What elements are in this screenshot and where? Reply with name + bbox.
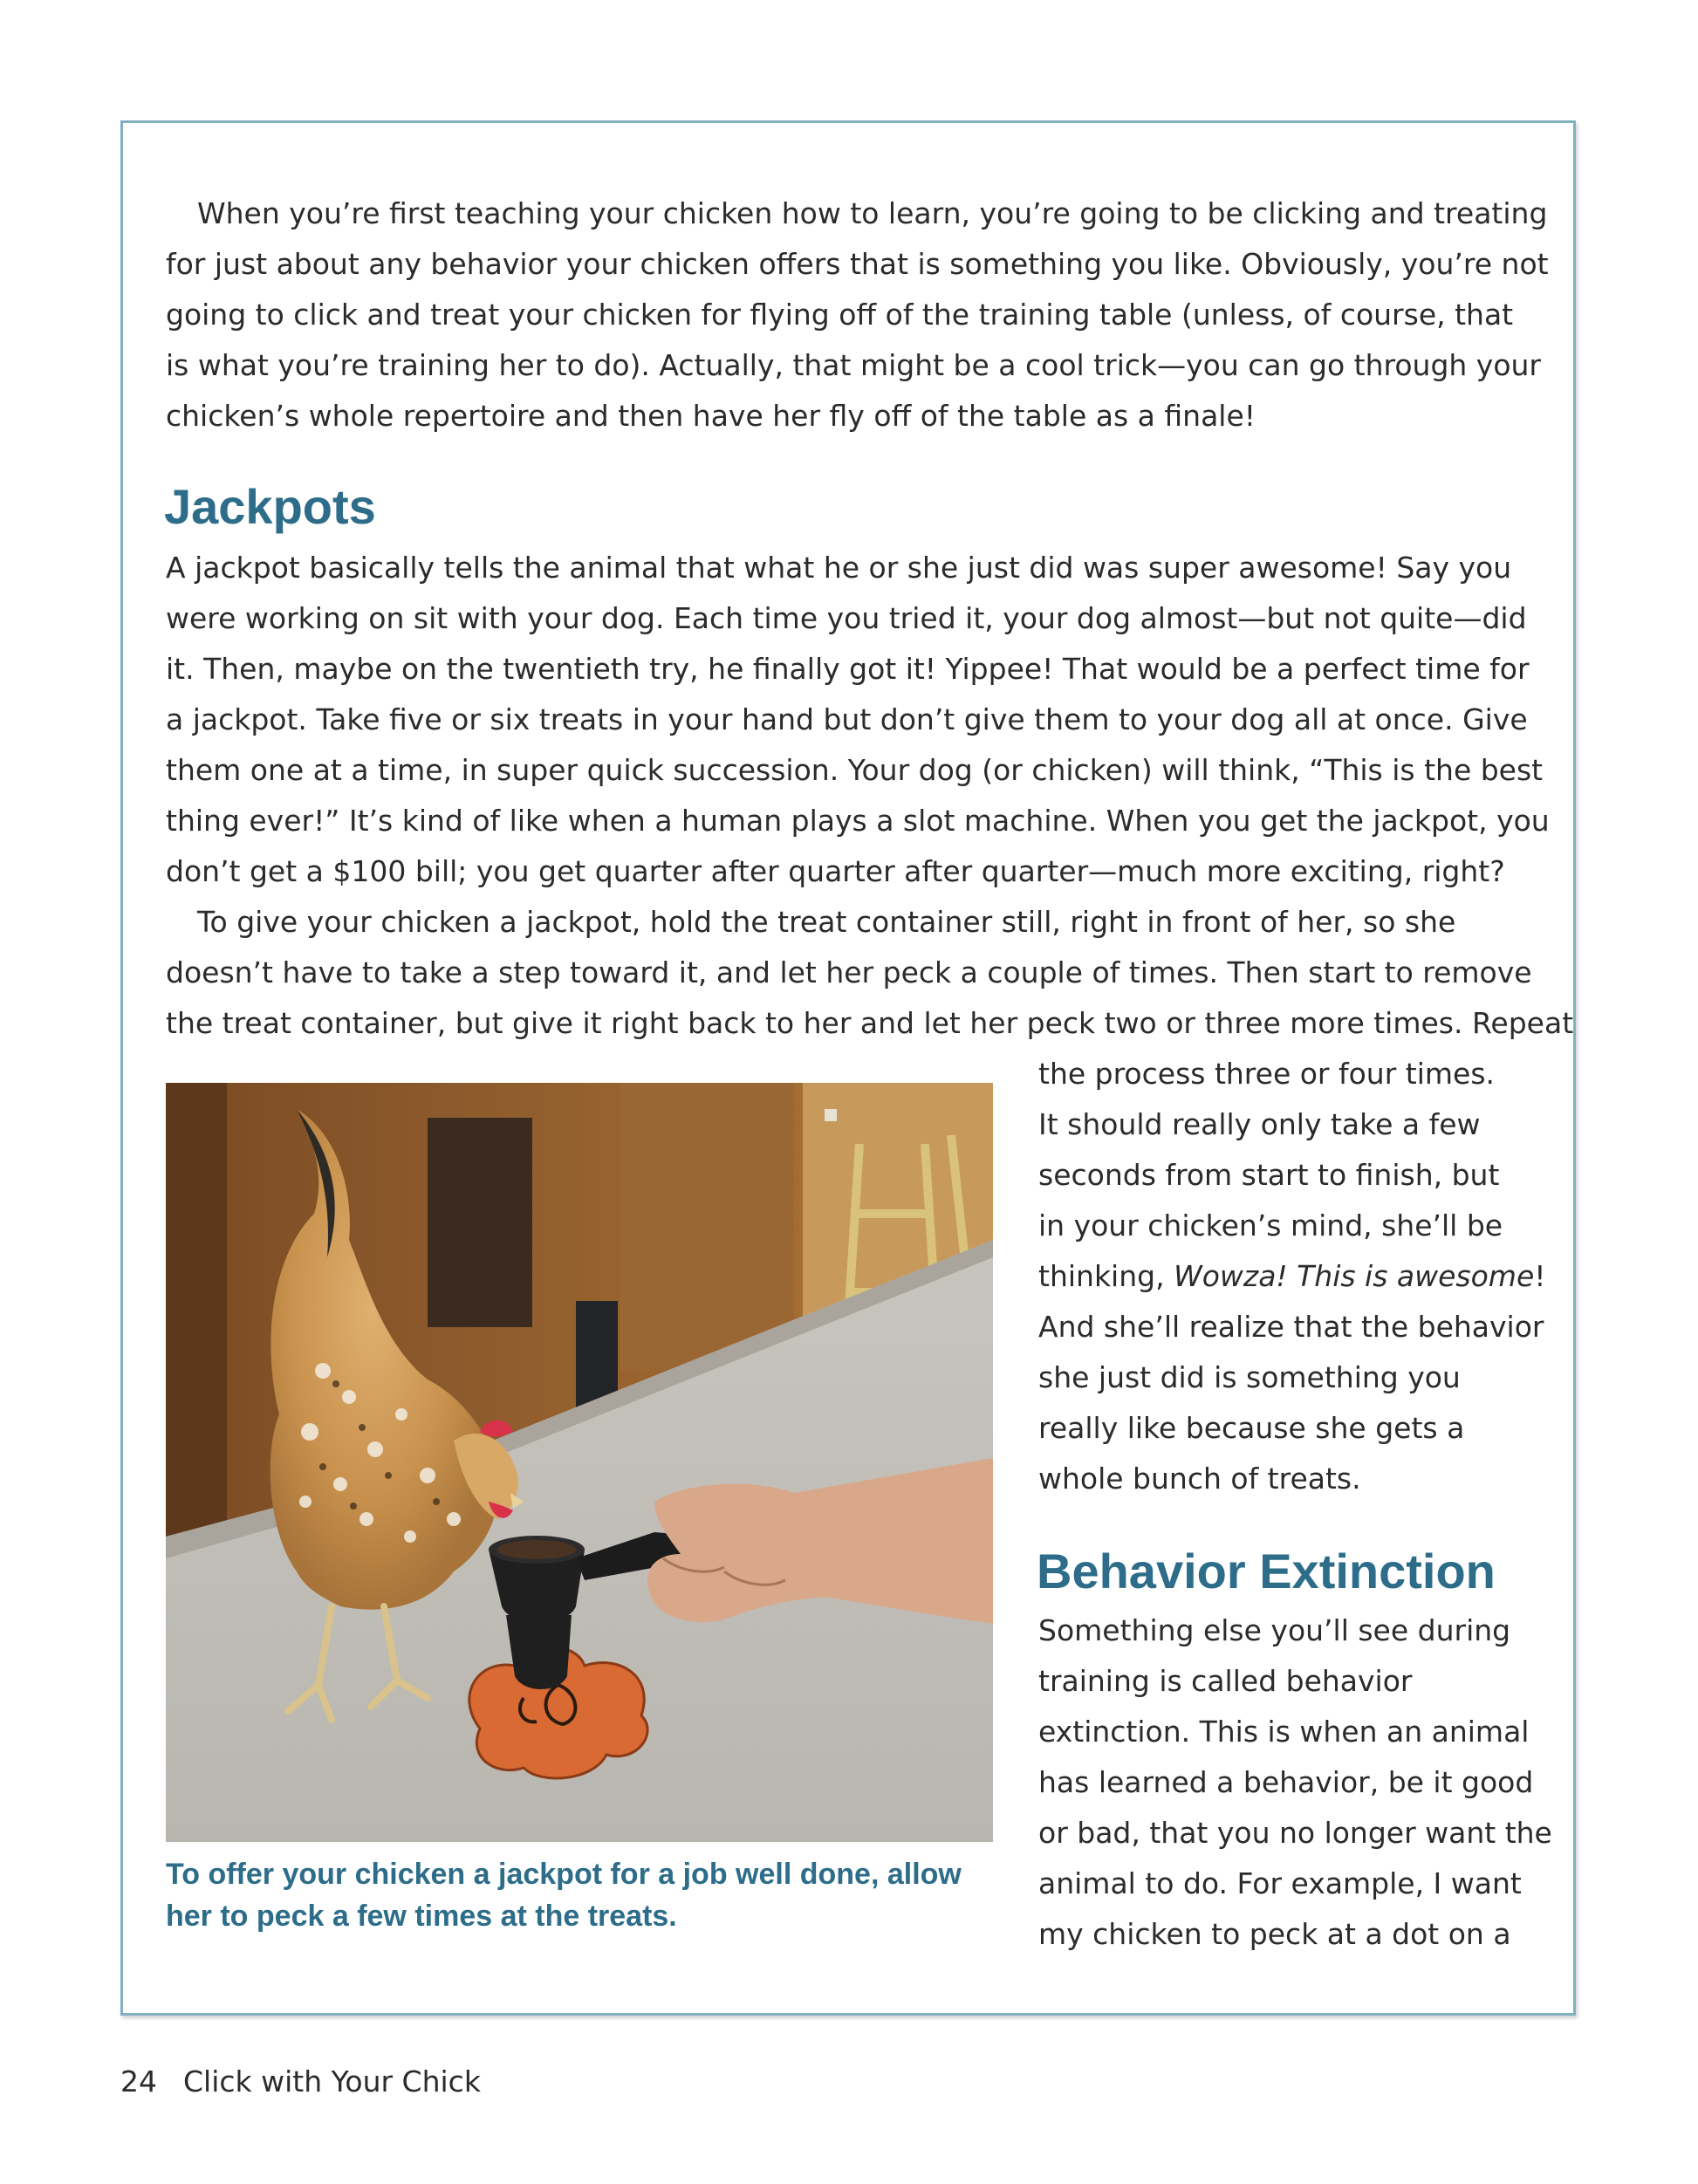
text-line: it. Then, maybe on the twentieth try, he finally got it! Yippee! That would be a perfect time for	[166, 652, 1530, 686]
heading-behavior-extinction: Behavior Extinction	[1037, 1544, 1496, 1599]
text-line: chicken’s whole repertoire and then have her fly off of the table as a finale!	[166, 399, 1256, 433]
thinking-suffix: !	[1534, 1259, 1546, 1293]
text-line: really like because she gets a	[1038, 1411, 1465, 1445]
thinking-prefix: thinking,	[1038, 1259, 1174, 1293]
text-line: the treat container, but give it right back to her and let her peck two or three more times. Repeat	[166, 1006, 1574, 1040]
text-line: the process three or four times.	[1038, 1057, 1496, 1091]
text-line: for just about any behavior your chicken offers that is something you like. Obviously, you’re not	[166, 247, 1549, 281]
text-line: A jackpot basically tells the animal that what he or she just did was super awesome! Say you	[166, 551, 1512, 585]
text-line: them one at a time, in super quick succession. Your dog (or chicken) will think, “This is the best	[166, 753, 1544, 787]
text-line: animal to do. For example, I want	[1038, 1866, 1522, 1900]
figure-caption: To offer your chicken a jackpot for a job well done, allow her to peck a few times at the treats.	[166, 1858, 962, 1933]
text-line: seconds from start to finish, but	[1038, 1158, 1500, 1192]
text-line: has learned a behavior, be it good	[1038, 1765, 1534, 1799]
text-line: doesn’t have to take a step toward it, and let her peck a couple of times. Then start to remove	[166, 955, 1532, 989]
text-line: or bad, that you no longer want the	[1038, 1816, 1552, 1850]
text-line: And she’ll realize that the behavior	[1038, 1310, 1544, 1344]
text-line: To give your chicken a jackpot, hold the treat container still, right in front of her, so she	[197, 905, 1456, 939]
page-number: 24	[120, 2064, 157, 2098]
text-line: whole bunch of treats.	[1038, 1462, 1361, 1496]
text-line: thing ever!” It’s kind of like when a human plays a slot machine. When you get the jackpot, you	[166, 804, 1550, 838]
text-line: were working on sit with your dog. Each time you tried it, your dog almost—but not quite—did	[166, 601, 1527, 635]
text-line: she just did is something you	[1038, 1360, 1461, 1394]
chicken-photo	[166, 1083, 993, 1842]
text-line: When you’re first teaching your chicken how to learn, you’re going to be clicking and treating	[197, 196, 1548, 230]
text-line: my chicken to peck at a dot on a	[1038, 1917, 1511, 1951]
text-line: training is called behavior	[1038, 1664, 1413, 1698]
running-footer-title: Click with Your Chick	[183, 2064, 481, 2098]
heading-jackpots: Jackpots	[164, 479, 376, 534]
text-line: going to click and treat your chicken for flying off of the training table (unless, of course, that	[166, 298, 1514, 332]
text-line: don’t get a $100 bill; you get quarter after quarter after quarter—much more exciting, right?	[166, 854, 1505, 888]
text-line: in your chicken’s mind, she’ll be	[1038, 1208, 1503, 1243]
text-line: It should really only take a few	[1038, 1107, 1481, 1141]
thinking-italic: Wowza! This is awesome	[1174, 1259, 1535, 1293]
text-line-thinking	[1038, 1251, 1546, 1302]
text-line: extinction. This is when an animal	[1038, 1715, 1530, 1749]
text-line: a jackpot. Take five or six treats in your hand but don’t give them to your dog all at once. Give	[166, 702, 1528, 736]
text-line: Something else you’ll see during	[1038, 1613, 1511, 1647]
text-line: is what you’re training her to do). Actually, that might be a cool trick—you can go through your	[166, 348, 1541, 382]
